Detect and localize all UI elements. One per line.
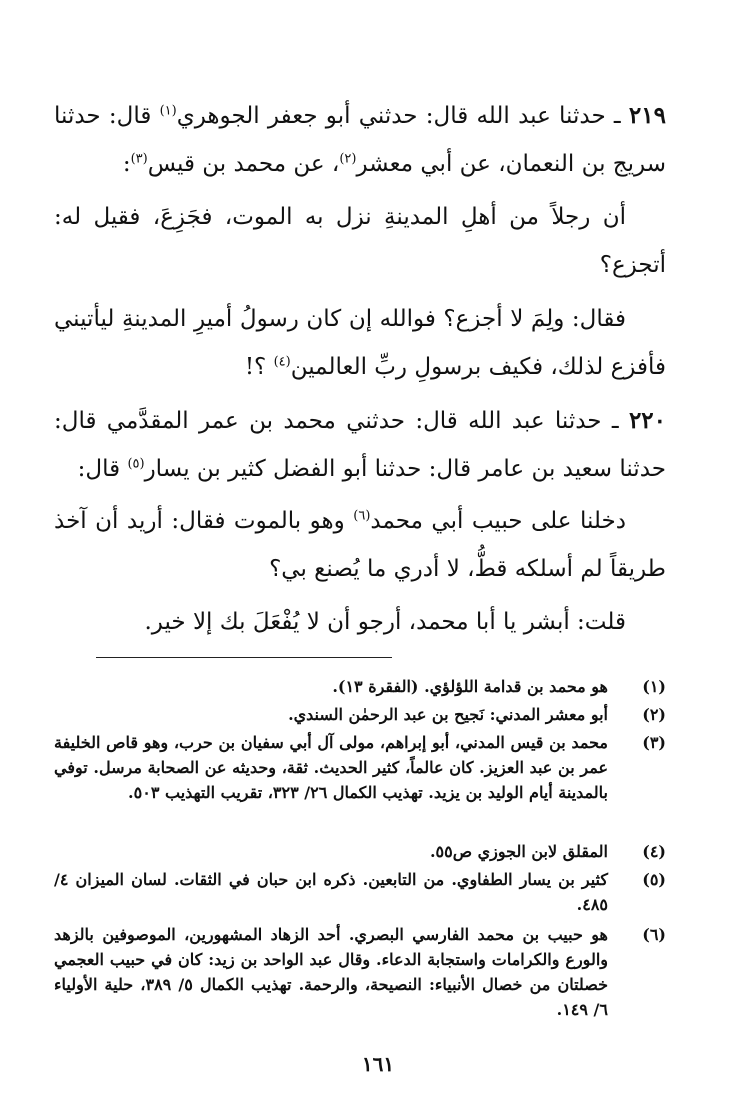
footnote-ref[interactable]: (١) <box>159 103 177 119</box>
footnote-ref[interactable]: (٢) <box>339 151 357 167</box>
paragraph-text: فقال: ولِمَ لا أجزع؟ فوالله إن كان رسولُ أميرِ المدينةِ ليأتيني فأفزع لذلك، فكيف برسولِ ربِّ العالمين <box>54 306 666 380</box>
paragraph <box>54 497 666 593</box>
paragraph-text: وهو بالموت فقال: أريد أن آخذ طريقاً لم أسلكه قطُّ، لا أدري ما يُصنع بي؟ <box>54 508 666 582</box>
paragraph-219 <box>54 92 666 188</box>
footnote-text: محمد بن قيس المدني، أبو إبراهم، مولى آل أبي سفيان بن حرب، وهو قاص الخليفة عمر بن عبد العزيز. كان عالماً، كثير الحديث. ثقة، وحديثه عن الصحابة مرسل. توفي بالمدينة أيام الوليد بن يزيد. تهذيب الكمال ٢٦/ ٣٢٣، تقريب التهذيب ٥٠٣. <box>54 733 608 802</box>
footnote-text: كثير بن يسار الطفاوي. من التابعين. ذكره ابن حبان في الثقات. لسان الميزان ٤/ ٤٨٥. <box>54 870 608 914</box>
footnote-number: (٥) <box>642 870 666 889</box>
footnote-2 <box>54 702 666 727</box>
footnote-ref[interactable]: (٤) <box>273 354 291 370</box>
paragraph-220 <box>54 397 666 493</box>
footnote-4 <box>54 839 666 864</box>
paragraph-text: ـ حدثنا عبد الله قال: حدثني أبو جعفر الجوهري <box>176 103 629 129</box>
paragraph-text: أن رجلاً من أهلِ المدينةِ نزل به الموت، فجَزِعَ، فقيل له: أتجزع؟ <box>54 204 666 278</box>
paragraph-text: : <box>122 151 131 177</box>
footnote-separator <box>96 657 392 658</box>
footnote-3 <box>54 730 666 805</box>
paragraph <box>54 295 666 391</box>
footnote-number: (٦) <box>642 925 666 944</box>
footnote-6 <box>54 922 666 1022</box>
footnote-number: (٣) <box>642 733 666 752</box>
paragraph-text: دخلنا على حبيب أبي محمد <box>370 508 626 534</box>
paragraph-text: قال: <box>77 456 128 482</box>
item-number: ٢١٩ <box>628 102 666 129</box>
footnote-ref[interactable]: (٥) <box>127 456 145 472</box>
footnote-5 <box>54 867 666 917</box>
paragraph <box>54 193 666 289</box>
footnote-text: أبو معشر المدني: نَجيح بن عبد الرحمٰن السندي. <box>288 705 608 724</box>
paragraph <box>54 598 666 646</box>
paragraph-text: قال: حدثنا سريج بن النعمان، عن أبي معشر <box>54 103 666 177</box>
item-number: ٢٢٠ <box>628 407 666 434</box>
footnote-number: (٤) <box>642 842 666 861</box>
paragraph-text: ، عن محمد بن قيس <box>147 151 340 177</box>
footnote-text: هو حبيب بن محمد الفارسي البصري. أحد الزهاد المشهورين، الموصوفين بالزهد والورع والكرامات واستجابة الدعاء. وقال عبد الواحد بن زيد: كان في حبيب العجمي خصلتان من خصال الأنبياء: النصيحة، والرحمة. تهذيب الكمال ٥/ ٣٨٩، حلية الأولياء ٦/ ١٤٩. <box>54 925 608 1019</box>
footnote-number: (١) <box>642 677 666 696</box>
paragraph-text: قلت: أبشر يا أبا محمد، أرجو أن لا يُفْعَلَ بك إلا خير. <box>144 609 626 635</box>
footnote-number: (٢) <box>642 705 666 724</box>
footnote-ref[interactable]: (٦) <box>353 508 371 524</box>
page-number: ١٦١ <box>361 1052 395 1076</box>
footnote-text: المقلق لابن الجوزي ص٥٥. <box>429 842 608 861</box>
footnote-ref[interactable]: (٣) <box>130 151 148 167</box>
paragraph-text: ؟! <box>244 354 274 380</box>
footnote-1 <box>54 674 666 699</box>
paragraph-text: ـ حدثنا عبد الله قال: حدثني محمد بن عمر المقدَّمي قال: حدثنا سعيد بن عامر قال: حدثنا أبو الفضل كثير بن يسار <box>54 408 666 482</box>
footnote-text: هو محمد بن قدامة اللؤلؤي. (الفقرة ١٣). <box>332 677 608 696</box>
